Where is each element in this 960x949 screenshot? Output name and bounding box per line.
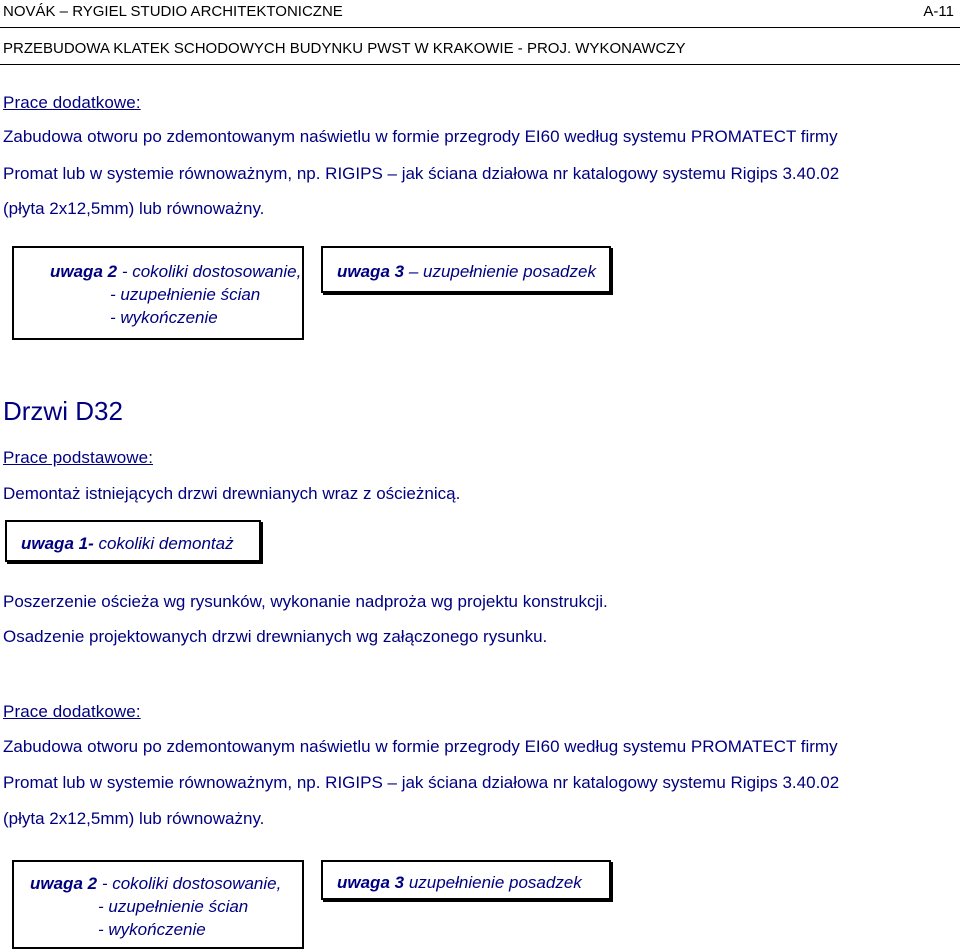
note-tag: uwaga 2: [30, 874, 98, 893]
note-tag: uwaga 3: [337, 873, 405, 892]
body-line: Osadzenie projektowanych drzwi drewnianych wg załączonego rysunku.: [3, 627, 548, 646]
note-tag: uwaga 1-: [21, 534, 94, 553]
body-line: Zabudowa otworu po zdemontowanym naświetlu w formie przegrody EI60 według systemu PROMATECT firmy: [3, 127, 838, 146]
note-text: - uzupełnienie ścian: [110, 285, 261, 304]
note-tag: uwaga 3: [337, 262, 405, 281]
section-label-additional-1: Prace dodatkowe:: [3, 93, 141, 112]
body-line: Promat lub w systemie równoważnym, np. RIGIPS – jak ściana działowa nr katalogowy systemu Rigips 3.40.02: [3, 164, 840, 183]
note-tag: uwaga 2: [50, 262, 118, 281]
body-line: (płyta 2x12,5mm) lub równoważny.: [3, 199, 265, 218]
section-label-basic: Prace podstawowe:: [3, 448, 154, 467]
note-text: - uzupełnienie ścian: [98, 897, 249, 916]
body-line: Demontaż istniejących drzwi drewnianych wraz z ościeżnicą.: [3, 484, 461, 503]
note-text: uzupełnienie posadzek: [404, 873, 582, 892]
note-text: cokoliki demontaż: [93, 534, 234, 553]
body-line: Zabudowa otworu po zdemontowanym naświetlu w formie przegrody EI60 według systemu PROMATECT firmy: [3, 737, 838, 756]
note-text: - wykończenie: [98, 920, 206, 939]
note-box-uwaga-1: [5, 520, 261, 562]
studio-name: NOVÁK – RYGIEL STUDIO ARCHITEKTONICZNE: [3, 3, 343, 20]
note-text: - cokoliki dostosowanie,: [117, 262, 302, 281]
note-line: [337, 871, 609, 894]
section-label-additional-2: Prace dodatkowe:: [3, 702, 141, 721]
note-box-uwaga-2b: [12, 860, 304, 949]
note-text: - wykończenie: [110, 308, 218, 327]
note-text: - cokoliki dostosowanie,: [97, 874, 282, 893]
project-rule: [0, 64, 960, 65]
page-number: A-11: [923, 3, 954, 20]
note-line: [21, 532, 259, 555]
project-title: PRZEBUDOWA KLATEK SCHODOWYCH BUDYNKU PWST W KRAKOWIE - PROJ. WYKONAWCZY: [3, 40, 686, 57]
header-rule: [0, 27, 960, 28]
note-box-uwaga-3: [321, 246, 611, 293]
note-box-uwaga-2: [12, 246, 304, 340]
note-text: – uzupełnienie posadzek: [404, 262, 596, 281]
note-box-uwaga-3b: [321, 860, 611, 900]
body-line: Poszerzenie ościeża wg rysunków, wykonanie nadproża wg projektu konstrukcji.: [3, 592, 608, 611]
note-line: [30, 872, 302, 895]
note-line: [50, 260, 302, 283]
body-line: (płyta 2x12,5mm) lub równoważny.: [3, 809, 265, 828]
body-line: Promat lub w systemie równoważnym, np. RIGIPS – jak ściana działowa nr katalogowy systemu Rigips 3.40.02: [3, 773, 840, 792]
door-title: Drzwi D32: [3, 396, 123, 426]
note-line: [337, 260, 609, 283]
